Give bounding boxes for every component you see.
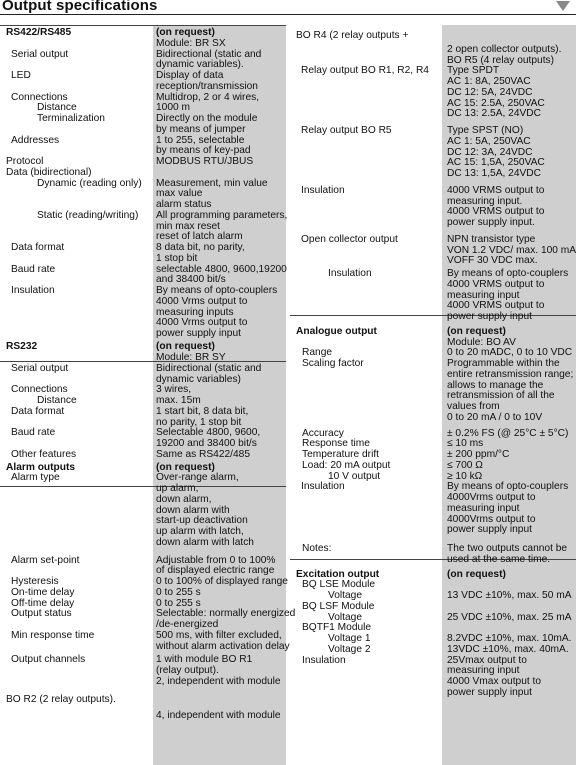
- spec-value: power supply input: [447, 311, 532, 322]
- spec-value: down alarm,: [156, 493, 212, 505]
- spec-value: dynamic variables): [156, 373, 241, 385]
- spec-value: 13 VDC ±10%, max. 50 mA: [447, 590, 572, 601]
- spec-label: Distance: [37, 395, 77, 406]
- spec-value: Over-range alarm,: [156, 472, 239, 484]
- spec-label: Scaling factor: [302, 358, 364, 369]
- section-heading: Excitation output: [296, 568, 380, 580]
- spec-value: Selectable: normally energized: [156, 608, 296, 620]
- spec-value: selectable 4800, 9600,19200: [156, 263, 287, 275]
- spec-label: BQTF1 Module: [302, 622, 372, 634]
- spec-label: Output channels: [11, 654, 86, 666]
- spec-label: Relay output BO R1, R2, R4: [301, 65, 429, 77]
- spec-label: Insulation: [11, 285, 55, 296]
- spec-label: On-time delay: [11, 586, 75, 598]
- spec-label: Baud rate: [11, 427, 56, 439]
- spec-label: Distance: [37, 102, 77, 114]
- spec-value: no parity, 1 stop bit: [156, 416, 242, 428]
- spec-value: power supply input: [156, 328, 241, 339]
- spec-label: 10 V output: [328, 470, 381, 482]
- spec-value: 2, independent with module: [156, 675, 281, 687]
- spec-value: Module: BR SX: [156, 37, 226, 49]
- spec-value: 8 data bit, no parity,: [156, 242, 245, 253]
- spec-value: Display of data: [156, 70, 224, 81]
- spec-label: Baud rate: [11, 263, 56, 275]
- spec-value: reception/transmission: [156, 80, 258, 92]
- spec-value: ± 0.2% FS (@ 25°C ± 5°C): [447, 427, 569, 439]
- spec-label: Voltage: [328, 611, 362, 623]
- spec-value: 1 stop bit: [156, 252, 198, 264]
- spec-value: alarm status: [156, 199, 212, 210]
- spec-value: By means of opto-couplers: [447, 268, 569, 279]
- spec-value: ≤ 700 Ω: [447, 459, 483, 471]
- triangle-down-icon: [556, 1, 570, 11]
- section-availability: (on request): [447, 568, 506, 580]
- spec-value: by means of jumper: [156, 123, 246, 135]
- spec-label: BO R2 (2 relay outputs).: [6, 693, 116, 705]
- spec-value: 0 to 20 mADC, 0 to 10 VDC: [447, 347, 573, 359]
- spec-value: 2 open collector outputs).: [447, 43, 562, 55]
- spec-value: values from: [447, 401, 500, 412]
- spec-label: Other features: [11, 448, 77, 460]
- spec-label: Alarm type: [11, 472, 60, 484]
- spec-value: VON 1.2 VDC/ max. 100 mA: [447, 244, 576, 256]
- spec-value: VOFF 30 VDC max.: [447, 255, 538, 267]
- spec-value: 0 to 20 mA / 0 to 10V: [447, 411, 543, 423]
- section-heading: RS422/RS485: [6, 27, 72, 38]
- spec-value: 1 to 255, selectable: [156, 134, 245, 146]
- spec-label: Connections: [11, 384, 68, 396]
- spec-label: Insulation: [301, 481, 345, 493]
- spec-label: Open collector output: [301, 233, 398, 245]
- spec-label: Connections: [11, 91, 68, 103]
- section-availability: (on request): [156, 341, 215, 353]
- spec-value: 4000 VRMS output to: [447, 300, 545, 312]
- spec-label: Off-time delay: [11, 597, 75, 609]
- spec-value: by means of key-pad: [156, 145, 251, 157]
- spec-value: max value: [156, 188, 203, 200]
- spec-value: entire retransmission range;: [447, 368, 574, 380]
- spec-value: ≤ 10 ms: [447, 438, 484, 450]
- rule-analogue: [290, 315, 576, 316]
- spec-value: down alarm with latch: [156, 536, 254, 548]
- spec-value: 4000 Vrms output to: [156, 317, 248, 329]
- spec-label: BQ LSF Module: [302, 600, 375, 612]
- spec-value: ± 200 ppm/°C: [447, 449, 510, 460]
- spec-value: 25Vmax output to: [447, 654, 527, 666]
- spec-value: Bidirectional (static and: [156, 362, 262, 374]
- spec-value: reset of latch alarm: [156, 231, 243, 243]
- spec-value: 1000 m: [156, 102, 190, 114]
- spec-value: Multidrop, 2 or 4 wires,: [156, 91, 260, 103]
- spec-value: The two outputs cannot be: [447, 543, 568, 554]
- rule-alarm: [0, 486, 286, 487]
- spec-value: 4000 Vmax output to: [447, 676, 542, 687]
- spec-label: Min response time: [11, 629, 95, 641]
- spec-value: BO R5 (4 relay outputs): [447, 54, 555, 66]
- spec-label: Voltage 1: [328, 633, 371, 644]
- spec-label: Relay output BO R5: [301, 125, 392, 136]
- spec-value: ≥ 10 kΩ: [447, 470, 483, 482]
- spec-value: DC 12: 3A, 24VDC: [447, 146, 533, 158]
- spec-value: NPN transistor type: [447, 233, 536, 245]
- spec-value: DC 13: 1,5A, 24VDC: [447, 168, 541, 179]
- spec-value: AC 1: 8A, 250VAC: [447, 76, 531, 87]
- spec-value: 0 to 255 s: [156, 597, 201, 609]
- spec-value: 4000 Vrms output to: [156, 295, 248, 307]
- spec-value: DC 13: 2.5A, 24VDC: [447, 108, 541, 120]
- spec-label: Data format: [11, 242, 65, 253]
- spec-value: Module: BO AV: [447, 336, 516, 348]
- spec-label: Data (bidirectional): [6, 166, 92, 178]
- spec-value: power supply input: [447, 686, 532, 698]
- spec-label: Static (reading/writing): [37, 209, 139, 221]
- spec-value: up alarm with latch,: [156, 526, 244, 537]
- spec-value: 500 ms, with filter excluded,: [156, 629, 282, 641]
- spec-value: retransmission of all the: [447, 390, 555, 402]
- spec-label: Dynamic (reading only): [37, 177, 142, 189]
- spec-value: 4, independent with module: [156, 710, 281, 722]
- spec-value: Same as RS422/485: [156, 448, 251, 460]
- spec-value: dynamic variables).: [156, 59, 244, 71]
- spec-value: measuring input.: [447, 195, 523, 207]
- spec-value: power supply input: [447, 524, 532, 536]
- spec-value: min max reset: [156, 220, 220, 232]
- spec-value: Selectable 4800, 9600,: [156, 427, 261, 439]
- spec-value: Bidirectional (static and: [156, 48, 262, 60]
- spec-value: 3 wires,: [156, 384, 192, 396]
- spec-value: down alarm with: [156, 504, 230, 516]
- spec-label: Load: 20 mA output: [302, 459, 391, 471]
- spec-value: start-up deactivation: [156, 515, 248, 527]
- spec-value: max. 15m: [156, 395, 201, 406]
- spec-label: Accuracy: [302, 427, 344, 439]
- spec-value: Type SPDT: [447, 65, 500, 77]
- spec-value: /de-energized: [156, 619, 219, 630]
- spec-value: 0 to 255 s: [156, 586, 201, 598]
- spec-value: measuring input: [447, 502, 520, 514]
- spec-value: All programming parameters,: [156, 209, 288, 221]
- spec-label: Serial output: [11, 48, 69, 60]
- page-title: Output specifications: [2, 0, 158, 14]
- spec-label: Output status: [11, 608, 72, 620]
- section-heading: Analogue output: [296, 325, 377, 337]
- spec-label: Hysteresis: [11, 576, 59, 587]
- spec-value: 19200 and 38400 bit/s: [156, 438, 257, 449]
- spec-value: 4000Vrms output to: [447, 513, 536, 525]
- spec-value: AC 15: 1,5A, 250VAC: [447, 157, 545, 169]
- spec-label: Data format: [11, 405, 65, 417]
- spec-label: Insulation: [302, 654, 346, 666]
- spec-value: 4000 VRMS output to: [447, 206, 545, 218]
- section-availability: (on request): [156, 461, 215, 473]
- spec-label: Insulation: [301, 184, 345, 196]
- spec-label: Temperature drift: [302, 449, 380, 460]
- spec-label: Notes:: [302, 543, 332, 554]
- section-heading: RS232: [6, 341, 38, 353]
- spec-value: Measurement, min value: [156, 177, 268, 189]
- spec-value: measuring input: [447, 665, 520, 677]
- spec-label: Serial output: [11, 362, 69, 374]
- spec-value: 1 start bit, 8 data bit,: [156, 405, 249, 417]
- spec-label: Response time: [302, 438, 370, 450]
- spec-value: 8.2VDC ±10%, max. 10mA.: [447, 633, 572, 644]
- spec-value: Adjustable from 0 to 100%: [156, 554, 276, 566]
- spec-label: Alarm set-point: [11, 554, 80, 566]
- spec-value: 1 with module BO R1: [156, 654, 253, 666]
- spec-value: 4000Vrms output to: [447, 492, 536, 503]
- spec-value: of displayed electric range: [156, 565, 275, 577]
- spec-value: up alarm,: [156, 483, 199, 494]
- spec-label: Voltage 2: [328, 643, 371, 655]
- section-availability: (on request): [447, 325, 506, 337]
- spec-value: Programmable within the: [447, 358, 560, 369]
- spec-label: LED: [11, 70, 31, 81]
- spec-label: BQ LSE Module: [302, 579, 376, 591]
- spec-label: Range: [302, 347, 333, 359]
- spec-value: measuring input: [447, 289, 520, 301]
- spec-value: By means of opto-couplers: [156, 285, 278, 296]
- title-rule: [0, 14, 576, 15]
- spec-value: MODBUS RTU/JBUS: [156, 156, 254, 167]
- spec-value: used at the same time.: [447, 553, 551, 565]
- spec-label: BO R4 (2 relay outputs +: [296, 30, 409, 41]
- section-heading: Alarm outputs: [6, 461, 76, 473]
- spec-value: measuring inputs: [156, 306, 234, 318]
- spec-label: Addresses: [11, 134, 60, 146]
- section-availability: (on request): [156, 27, 215, 38]
- rule-rs422: [0, 25, 286, 26]
- spec-label: Terminalization: [37, 113, 105, 124]
- spec-value: 13VDC ±10%, max. 40mA.: [447, 643, 569, 655]
- spec-value: Module: BR SY: [156, 352, 226, 363]
- spec-value: AC 15: 2.5A, 250VAC: [447, 97, 545, 109]
- spec-value: By means of opto-couplers: [447, 481, 569, 493]
- rule-rs232: [0, 361, 286, 362]
- spec-value: 4000 VRMS output to: [447, 184, 545, 196]
- spec-value: without alarm activation delay: [156, 640, 290, 652]
- spec-value: DC 12: 5A, 24VDC: [447, 86, 533, 98]
- spec-label: Protocol: [6, 156, 44, 167]
- spec-value: 0 to 100% of displayed range: [156, 576, 288, 587]
- spec-value: 25 VDC ±10%, max. 25 mA: [447, 611, 572, 623]
- spec-value: Directly on the module: [156, 113, 258, 124]
- spec-value: allows to manage the: [447, 379, 544, 391]
- spec-label: Voltage: [328, 590, 362, 601]
- spec-value: power supply input.: [447, 217, 535, 228]
- spec-value: 4000 VRMS output to: [447, 278, 545, 290]
- spec-value: AC 1: 5A, 250VAC: [447, 135, 531, 147]
- spec-value: and 38400 bit/s: [156, 274, 226, 286]
- spec-label: Insulation: [328, 268, 372, 279]
- spec-value: Type SPST (NO): [447, 125, 524, 136]
- spec-value: (relay output).: [156, 665, 219, 676]
